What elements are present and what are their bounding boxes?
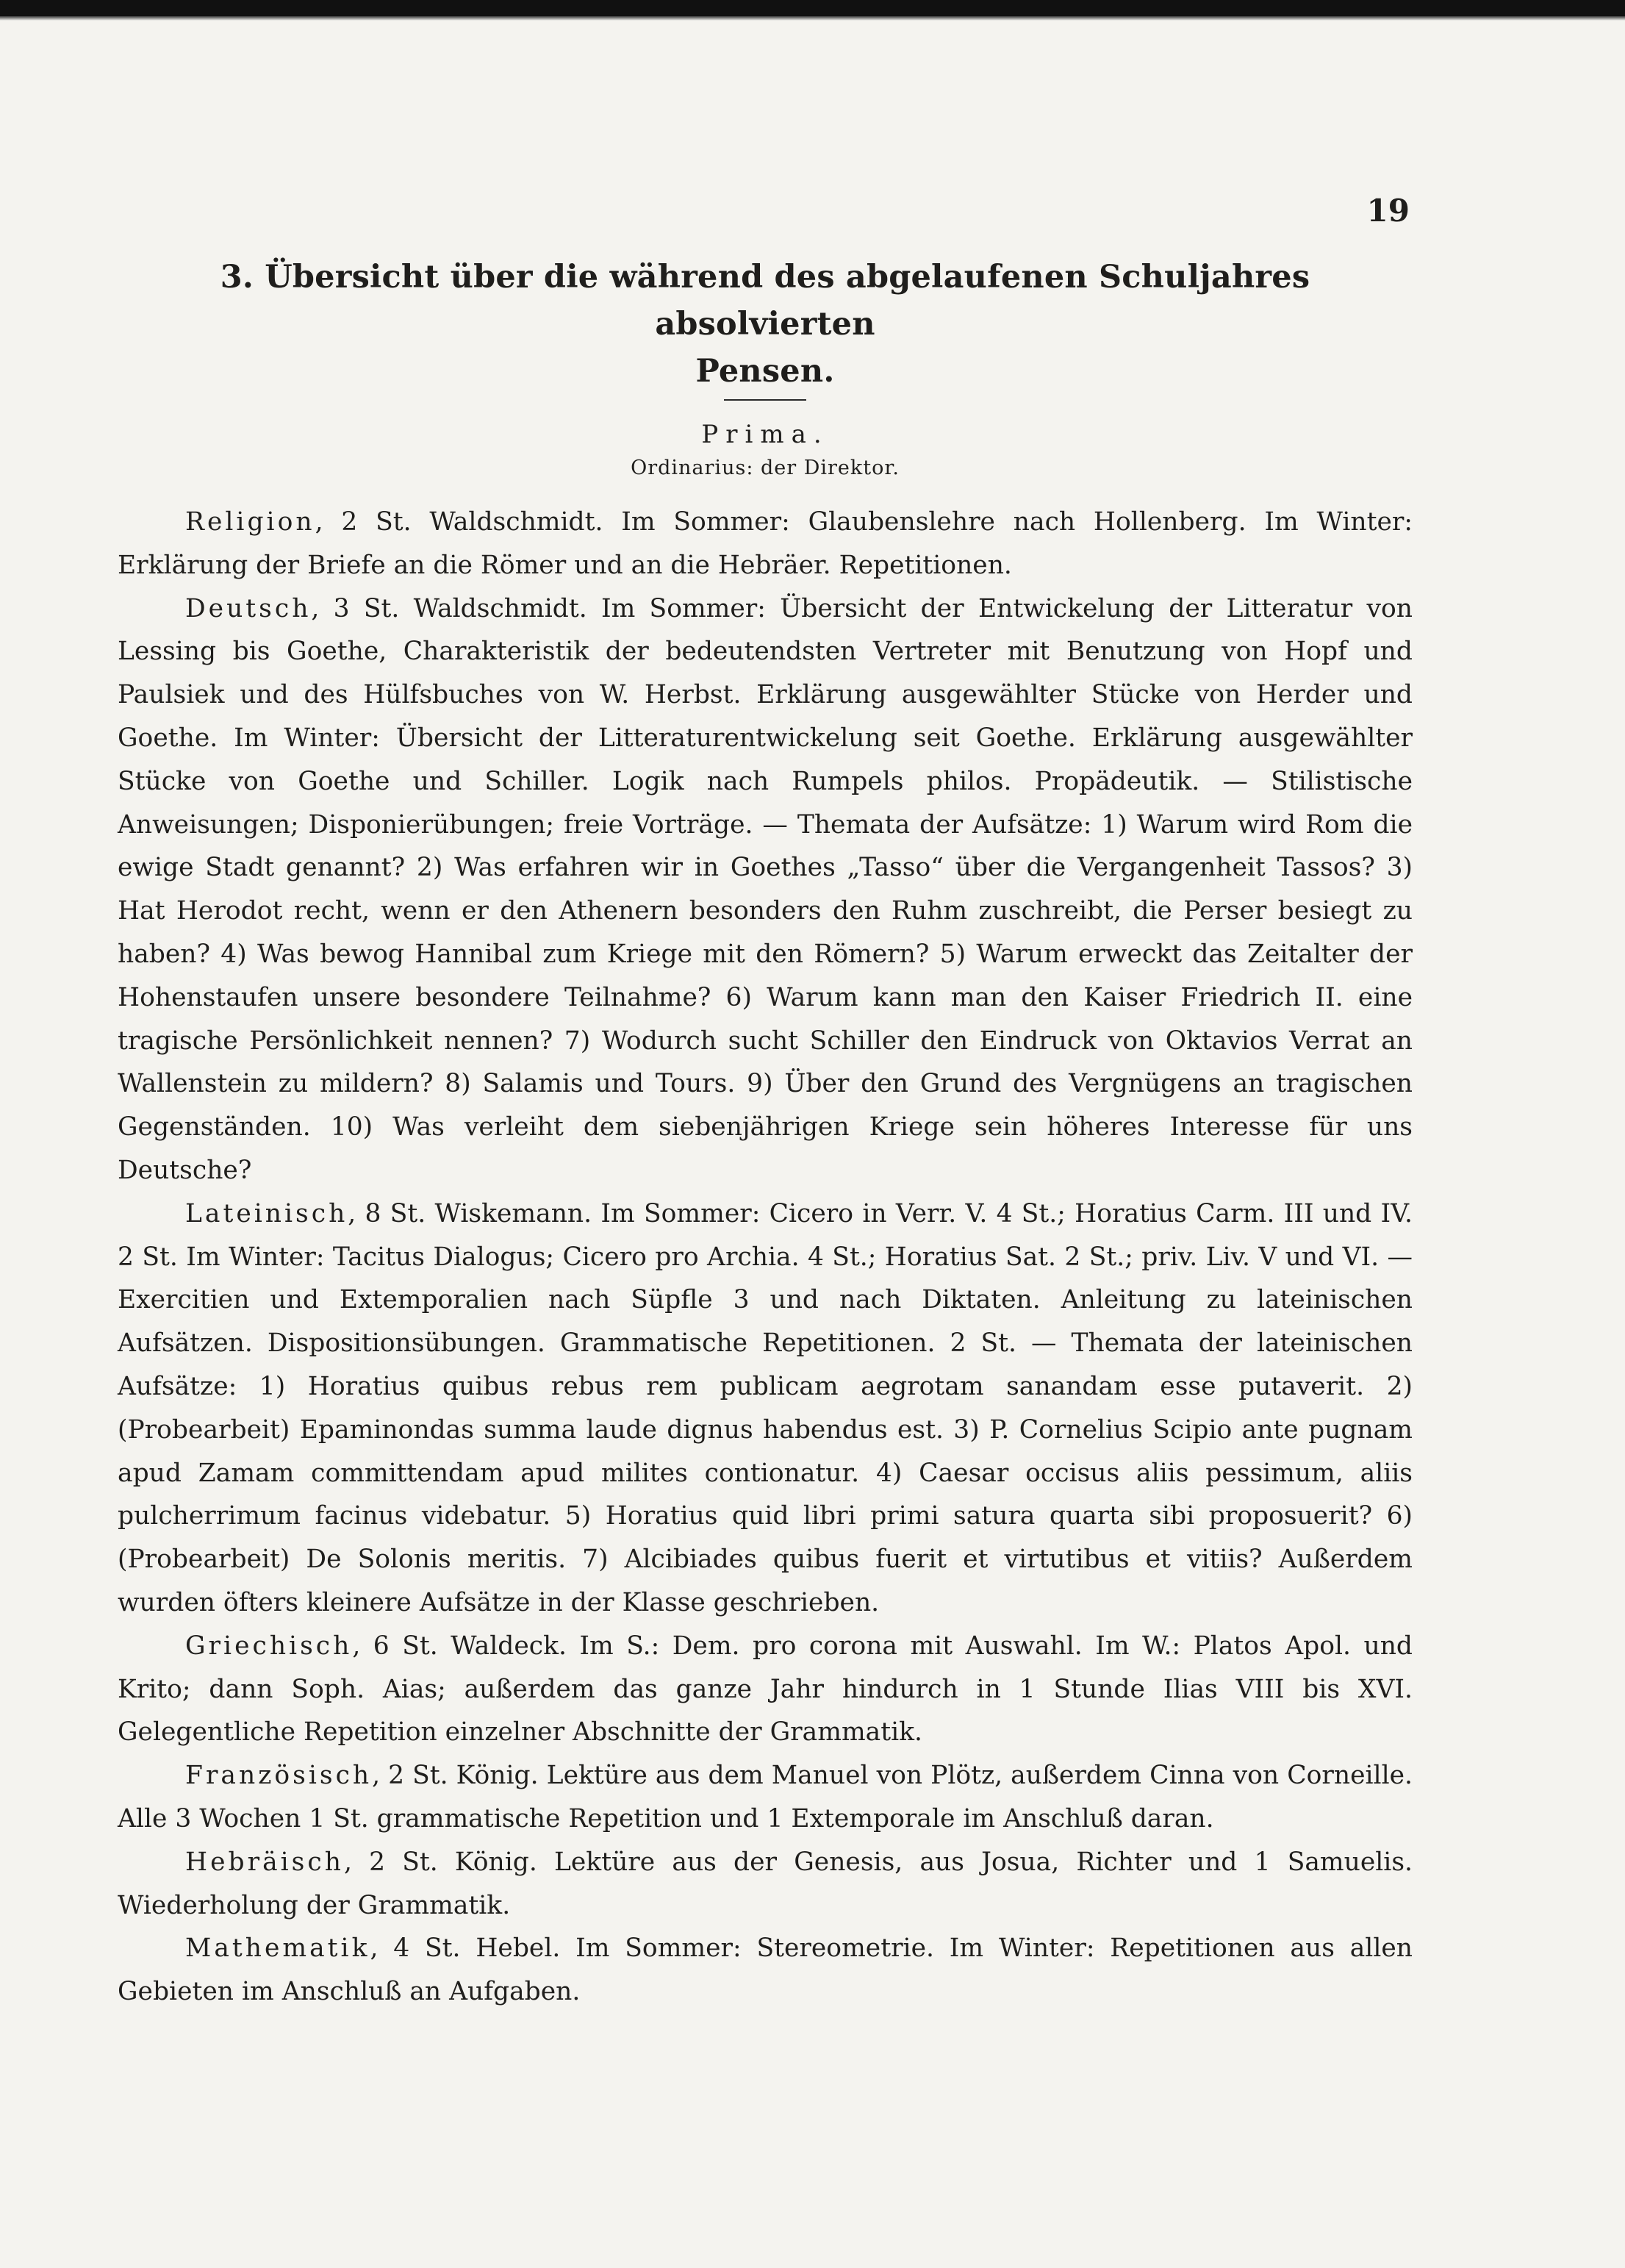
subject-text: , 2 St. Waldschmidt. Im Sommer: Glaubenslehre nach Hollenberg. Im Winter: Erklärung der Briefe an die Römer und an die Hebräer. Repetitionen. [118, 507, 1413, 580]
scan-top-edge [0, 0, 1625, 16]
subject-name: Französisch [185, 1761, 373, 1791]
class-heading-prima: Prima. [701, 420, 829, 449]
subject-name: Hebräisch [185, 1847, 344, 1877]
page-content [118, 254, 1413, 2014]
subject-deutsch [118, 587, 1413, 1192]
subject-mathematik [118, 1927, 1413, 2014]
subject-text: , 8 St. Wiskemann. Im Sommer: Cicero in Verr. V. 4 St.; Horatius Carm. III und IV. 2 St. Im Winter: Tacitus Dialogus; Cicero pro Archia. 4 St.; Horatius Sat. 2 St.; priv. Liv. V und VI. — Exercitien und Extemporalien nach Süpfle 3 und nach Diktaten. Anleitung zu lateinischen Aufsätzen. Dispositionsübungen. Grammatische Repetitionen. 2 St. — Themata der lateinischen Aufsätze: 1) Horatius quibus rebus rem publicam aegrotam sanandam esse putaverit. 2) (Probearbeit) Epaminondas summa laude dignus habendus est. 3) P. Cornelius Scipio ante pugnam apud Zamam committendam apud milites contionatur. 4) Caesar occisus aliis pessimum, aliis pulcherrimum facinus videbatur. 5) Horatius quid libri primi satura quarta sibi proposuerit? 6) (Probearbeit) De Solonis meritis. 7) Alcibiades quibus fuerit et virtutibus et vitiis? Außerdem wurden öfters kleinere Aufsätze in der Klasse geschrieben. [118, 1198, 1413, 1617]
section-title-line-2: Pensen. [695, 353, 835, 390]
page-number: 19 [1366, 193, 1410, 229]
subject-lateinisch [118, 1192, 1413, 1625]
subject-name: Deutsch [185, 593, 312, 623]
subject-hebraeisch [118, 1841, 1413, 1928]
subject-franzoesisch [118, 1754, 1413, 1841]
section-title-line-1: 3. Übersicht über die während des abgelaufenen Schuljahres absolvierten [220, 259, 1310, 343]
subject-religion [118, 501, 1413, 587]
scan-top-edge-shadow [0, 16, 1625, 21]
subject-text: , 2 St. König. Lektüre aus der Genesis, aus Josua, Richter und 1 Samuelis. Wiederholung der Grammatik. [118, 1847, 1413, 1920]
subject-name: Lateinisch [185, 1198, 348, 1228]
section-title [118, 254, 1413, 395]
subject-name: Religion [185, 507, 315, 537]
subject-text: , 4 St. Hebel. Im Sommer: Stereometrie. Im Winter: Repetitionen aus allen Gebieten im Anschluß an Aufgaben. [118, 1933, 1413, 2007]
subject-text: , 2 St. König. Lektüre aus dem Manuel von Plötz, außerdem Cinna von Corneille. Alle 3 Wochen 1 St. grammatische Repetition und 1 Extemporale im Anschluß daran. [118, 1761, 1413, 1834]
title-rule [724, 399, 806, 401]
subject-name: Griechisch [185, 1631, 353, 1661]
subject-text: , 6 St. Waldeck. Im S.: Dem. pro corona mit Auswahl. Im W.: Platos Apol. und Krito; dann Soph. Aias; außerdem das ganze Jahr hindurch in 1 Stunde Ilias VIII bis XVI. Gelegentliche Repetition einzelner Abschnitte der Grammatik. [118, 1631, 1413, 1747]
ordinarius-line: Ordinarius: der Direktor. [631, 457, 900, 479]
subject-text: , 3 St. Waldschmidt. Im Sommer: Übersicht der Entwickelung der Litteratur von Lessing bis Goethe, Charakteristik der bedeutendsten Vertreter mit Benutzung von Hopf und Paulsiek und des Hülfsbuches von W. Herbst. Erklärung ausgewählter Stücke von Herder und Goethe. Im Winter: Übersicht der Litteraturentwickelung seit Goethe. Erklärung ausgewählter Stücke von Goethe und Schiller. Logik nach Rumpels philos. Propädeutik. — Stilistische Anweisungen; Disponierübungen; freie Vorträge. — Themata der Aufsätze: 1) Warum wird Rom die ewige Stadt genannt? 2) Was erfahren wir in Goethes „Tasso“ über die Vergangenheit Tassos? 3) Hat Herodot recht, wenn er den Athenern besonders den Ruhm zuschreibt, die Perser besiegt zu haben? 4) Was bewog Hannibal zum Kriege mit den Römern? 5) Warum erweckt das Zeitalter der Hohenstaufen unsere besondere Teilnahme? 6) Warum kann man den Kaiser Friedrich II. eine tragische Persönlichkeit nennen? 7) Wodurch sucht Schiller den Eindruck von Oktavios Verrat an Wallenstein zu mildern? 8) Salamis und Tours. 9) Über den Grund des Vergnügens an tragischen Gegenständen. 10) Was verleiht dem siebenjährigen Kriege sein höheres Interesse für uns Deutsche? [118, 593, 1413, 1185]
subject-name: Mathematik [185, 1933, 370, 1964]
subject-griechisch [118, 1625, 1413, 1754]
